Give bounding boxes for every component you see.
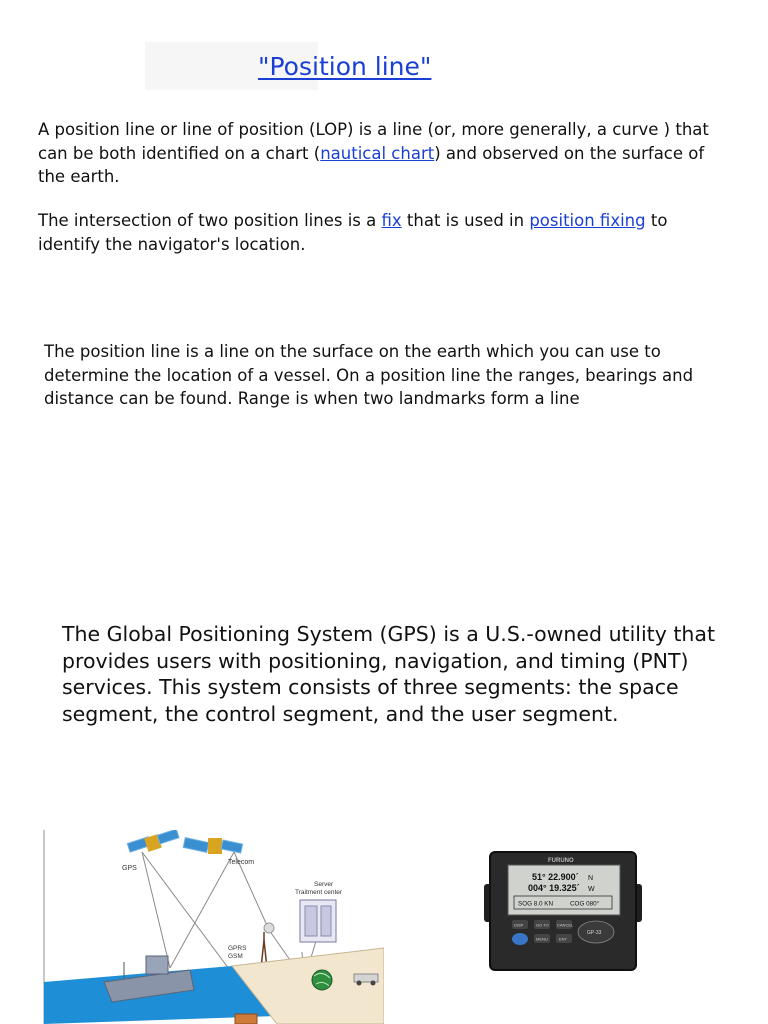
- text: ) and observed on the surface of the earth.: [38, 143, 705, 186]
- gsm-label: GSM: [228, 953, 243, 960]
- cancel-key-label: CANCEL: [557, 922, 574, 928]
- power-button[interactable]: [512, 933, 528, 945]
- latitude-readout: 51° 22.900´: [532, 872, 579, 882]
- text: The intersection of two position lines is a: [38, 211, 382, 230]
- fix-paragraph: [38, 209, 728, 256]
- disp-key-label: DISP: [514, 922, 524, 928]
- gps-device-image: [484, 850, 644, 972]
- text: A position line or line of position (LOP) is a line (or, more generally, a curve ) that can be both identified on a chart (: [38, 120, 709, 163]
- ent-key-label: ENT: [559, 936, 567, 942]
- longitude-direction: W: [588, 886, 595, 893]
- treatment-center-label: Traitment center: [295, 889, 343, 896]
- device-brand-label: FURUNO: [548, 858, 574, 864]
- text: to identify the navigator's location.: [38, 211, 668, 254]
- position-fixing-link[interactable]: position fixing: [529, 211, 646, 230]
- building-icon: [235, 1014, 257, 1024]
- latitude-direction: N: [588, 875, 594, 882]
- goto-key-label: GO TO: [536, 922, 549, 928]
- gps-system-diagram: [42, 830, 384, 1024]
- page-title-link[interactable]: "Position line": [258, 52, 432, 81]
- menu-key-label: MENU: [536, 936, 548, 942]
- position-line-paragraph: The position line is a line on the surface on the earth which you can use to determine the location of a vessel. On a position line the ranges, bearings and distance can be found. Range is when two landmarks form a line: [44, 342, 694, 408]
- gps-label: GPS: [122, 865, 137, 872]
- gps-paragraph: The Global Positioning System (GPS) is a U.S.-owned utility that provides users with positioning, navigation, and timing (PNT) services. This system consists of three segments: the space segment, the control segment, and the user segment.: [62, 622, 715, 726]
- text: that is used in: [401, 211, 530, 230]
- longitude-readout: 004° 19.325´: [528, 883, 580, 893]
- model-label: GP-33: [587, 930, 602, 936]
- sog-readout: SOG 8.0 KN: [518, 900, 553, 908]
- lop-definition-paragraph: [38, 118, 728, 189]
- server-label: Server: [314, 881, 334, 888]
- fix-link[interactable]: fix: [381, 211, 402, 230]
- globe-icon: [312, 970, 332, 990]
- telecom-label: Telecom: [228, 859, 255, 866]
- gprs-label: GPRS: [228, 945, 247, 952]
- nautical-chart-link[interactable]: nautical chart: [320, 143, 435, 163]
- cog-readout: COG 080°: [570, 900, 600, 908]
- server-icon: [300, 900, 336, 942]
